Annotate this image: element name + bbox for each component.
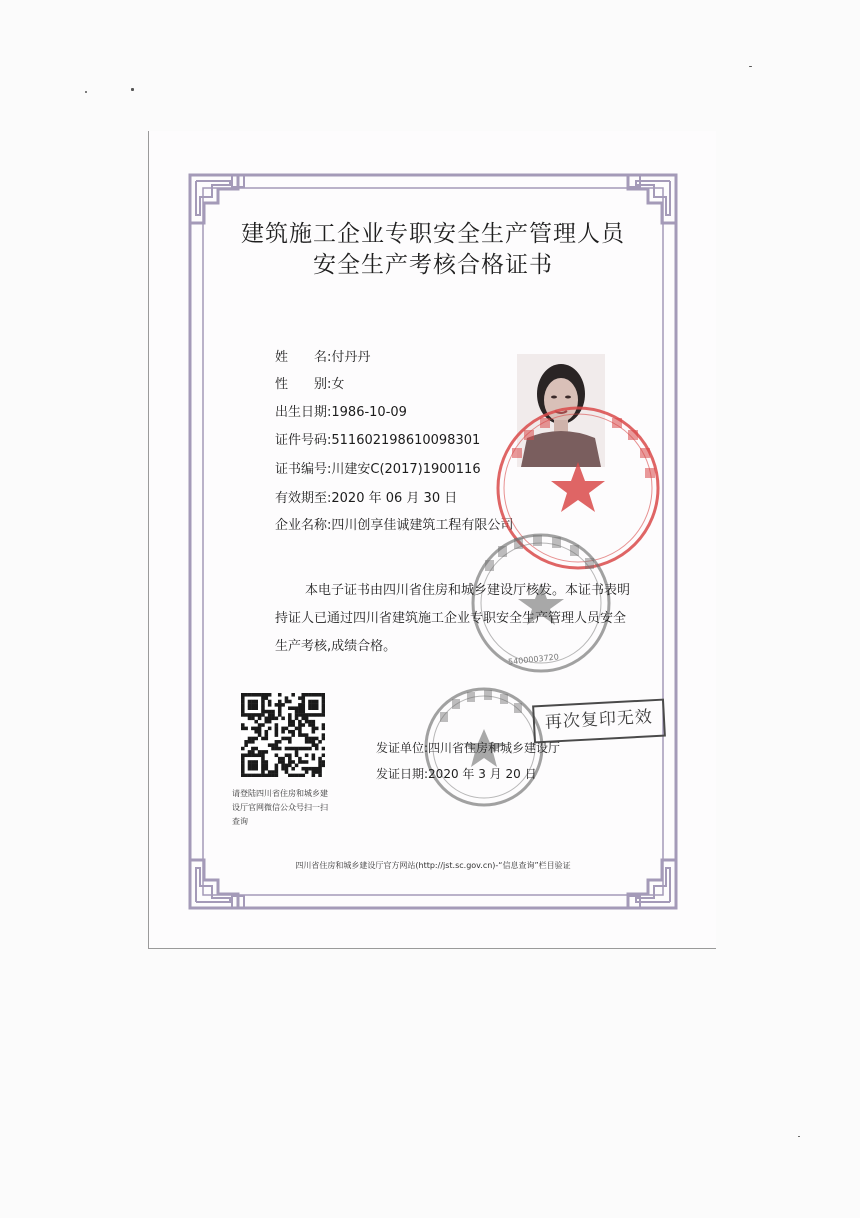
certificate-title-line-2: 安全生产考核合格证书	[313, 252, 553, 278]
field-company-label: 企业名称:	[275, 518, 332, 533]
field-certificate-number-value: 川建安C(2017)1900116	[331, 462, 481, 477]
certificate-title-line-1: 建筑施工企业专职安全生产管理人员	[241, 221, 625, 247]
issue-date-label: 发证日期:	[376, 767, 429, 781]
copy-invalid-stamp: 再次复印无效	[532, 699, 666, 744]
field-birth-date-value: 1986-10-09	[331, 405, 407, 420]
issue-date-value: 2020 年 3 月 20 日	[428, 767, 537, 781]
certificate-statement: 本电子证书由四川省住房和城乡建设厅核发。本证书表明持证人已通过四川省建筑施工企业专职安全生产管理人员安全生产考核,成绩合格。	[275, 583, 631, 654]
field-certificate-number-label: 证书编号:	[275, 462, 332, 477]
field-company-value: 四川创享佳诚建筑工程有限公司	[331, 518, 514, 533]
field-valid-until-value: 2020 年 06 月 30 日	[331, 491, 458, 506]
seal-number: 5400003720	[507, 652, 560, 667]
qr-code	[241, 693, 325, 777]
field-gender-label: 性 别:	[275, 377, 332, 392]
issue-date-line	[376, 765, 537, 782]
field-gender-value: 女	[331, 377, 345, 392]
qr-caption: 请登陆四川省住房和城乡建设厅官网微信公众号扫一扫查询	[232, 789, 328, 826]
qr-code-icon	[241, 693, 325, 777]
field-name-label: 姓 名:	[275, 350, 332, 365]
field-id-number-label: 证件号码:	[275, 433, 332, 448]
field-valid-until-label: 有效期至:	[275, 491, 332, 506]
field-birth-date-label: 出生日期:	[275, 405, 332, 420]
issuer-value: 四川省住房和城乡建设厅	[428, 741, 561, 755]
verification-footer: 四川省住房和城乡建设厅官方网站(http://jst.sc.gov.cn)-“信息查询”栏目验证	[295, 861, 571, 870]
issuer-label: 发证单位:	[376, 741, 429, 755]
issuer-line	[376, 739, 560, 756]
field-id-number-value: 511602198610098301	[331, 433, 481, 448]
field-name-value: 付丹丹	[331, 350, 371, 365]
